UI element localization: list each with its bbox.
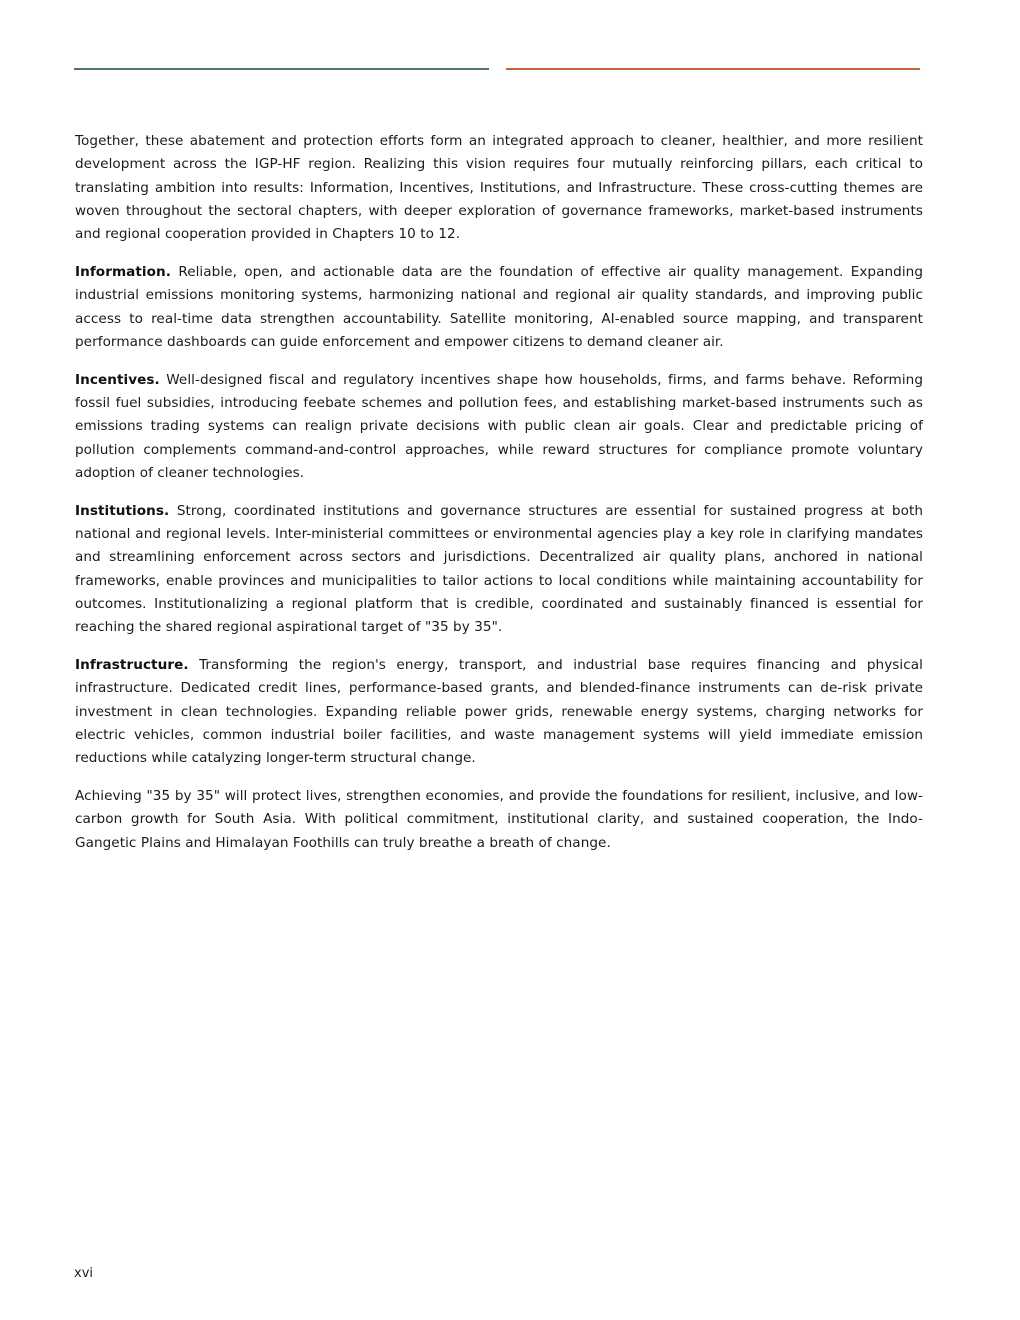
header-rule-left (74, 68, 489, 70)
paragraph-information-text: Reliable, open, and actionable data are the foundation of effective air quality management. Expanding industrial emissions monitoring systems, harmonizing national and regional air quality standards, and improving public access to real-time data strengthen accountability. Satellite monitoring, AI-enabled source mapping, and transparent performance dashboards can guide enforcement and empower citizens to demand cleaner air. (75, 263, 924, 350)
paragraph-institutions (75, 500, 923, 640)
header-rule-right (506, 68, 920, 70)
body-text (75, 130, 923, 869)
paragraph-incentives-text: Well-designed fiscal and regulatory incentives shape how households, firms, and farms behave. Reforming fossil fuel subsidies, introducing feebate schemes and pollution fees, and establishing market-based instruments such as emissions trading systems can realign private decisions with public clean air goals. Clear and predictable pricing of pollution complements command-and-control approaches, while reward structures for compliance promote voluntary adoption of cleaner technologies. (75, 371, 923, 481)
paragraph-infrastructure (75, 654, 923, 770)
paragraph-incentives (75, 369, 923, 485)
paragraph-infrastructure-text: Transforming the region's energy, transport, and industrial base requires financing and physical infrastructure. Dedicated credit lines, performance-based grants, and blended-finance instruments can de-risk private investment in clean technologies. Expanding reliable power grids, renewable energy systems, charging networks for electric vehicles, common industrial boiler facilities, and waste management systems will yield immediate emission reductions while catalyzing longer-term structural change. (75, 656, 923, 767)
paragraph-conclusion (75, 785, 923, 855)
paragraph-information-heading: Information. (75, 263, 171, 280)
paragraph-intro (75, 130, 923, 246)
paragraph-conclusion-text: Achieving "35 by 35" will protect lives, strengthen economies, and provide the foundations for resilient, inclusive, and low-carbon growth for South Asia. With political commitment, institutional clarity, and sustained cooperation, the Indo-Gangetic Plains and Himalayan Foothills can truly breathe a breath of change. (75, 787, 923, 851)
paragraph-institutions-text: Strong, coordinated institutions and governance structures are essential for sustained progress at both national and regional levels. Inter-ministerial committees or environmental agencies play a key role in clarifying mandates and streamlining enforcement across sectors and jurisdictions. Decentralized air quality plans, anchored in national frameworks, enable provinces and municipalities to tailor actions to local conditions while maintaining accountability for outcomes. Institutionalizing a regional platform that is credible, coordinated and sustainably financed is essential for reaching the shared regional aspirational target of "35 by 35". (75, 502, 923, 636)
paragraph-information (75, 261, 923, 354)
paragraph-infrastructure-heading: Infrastructure. (75, 656, 189, 673)
paragraph-institutions-heading: Institutions. (75, 502, 170, 519)
paragraph-intro-text: Together, these abatement and protection efforts form an integrated approach to cleaner, healthier, and more resilient development across the IGP-HF region. Realizing this vision requires four mutually reinforcing pillars, each critical to translating ambition into results: Information, Incentives, Institutions, and Infrastructure. These cross-cutting themes are woven throughout the sectoral chapters, with deeper exploration of governance frameworks, market-based instruments and regional cooperation provided in Chapters 10 to 12. (75, 133, 923, 243)
paragraph-incentives-heading: Incentives. (75, 371, 160, 388)
page-number: xvi (74, 1266, 93, 1281)
